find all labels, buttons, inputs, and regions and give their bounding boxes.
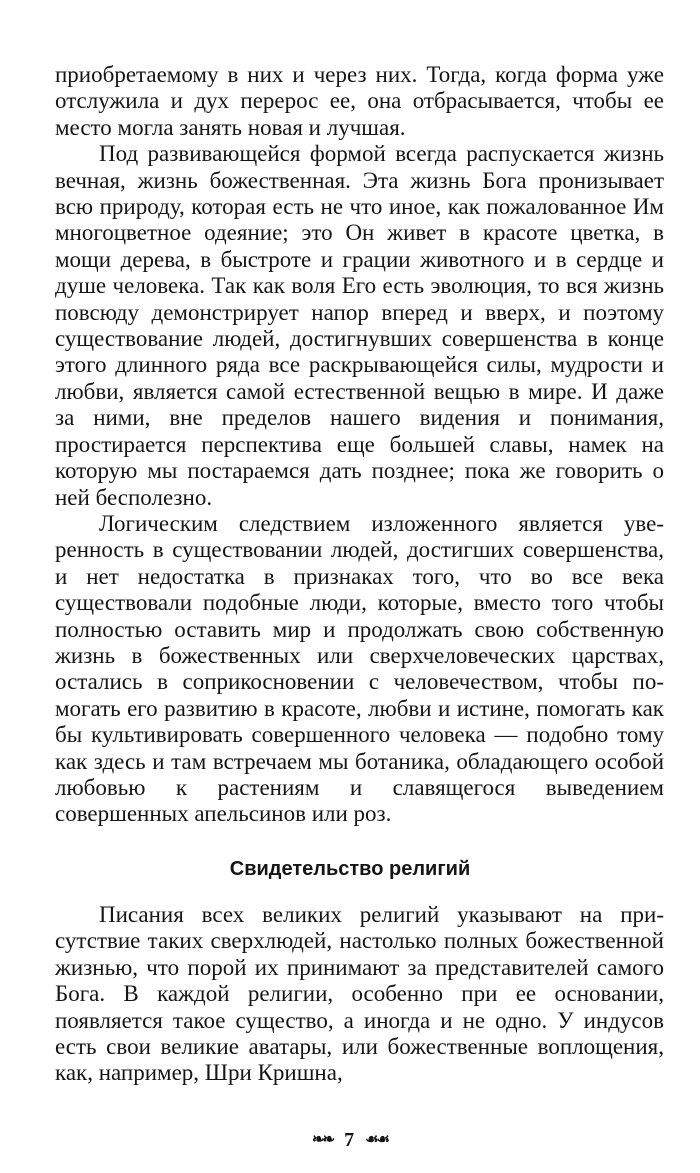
paragraph: приобретаемому в них и через них. Тогда, когда форма уже отслужила и дух перерос ее, она отбрасывается, чтобы ее место могла занять новая и лучшая. (55, 62, 664, 140)
paragraph: Писания всех великих религий указывают на присутствие таких сверхлюдей, настолько полных божественной жизнью, что порой их принимают за представителей самого Бога. В каждой религии, особенно при ее основании, появляется такое существо, а иногда и не одно. У индусов есть свои великие аватары, или божественные воплощения, как, например, Шри Кришна, (55, 902, 664, 1086)
text-block-top (55, 62, 664, 828)
ornament-left-icon: ❧❧ (311, 1132, 334, 1148)
section-heading: Свидетельство религий (229, 858, 471, 880)
page-footer (0, 1128, 700, 1152)
paragraph: Под развивающейся формой всегда распускается жизнь вечная, жизнь божественная. Эта жизнь Бога пронизывает всю природу, которая есть не что иное, как пожалованное Им многоцветное одеяние; это Он живет в красоте цветка, в мощи дерева, в быстроте и грации животного и в сердце и душе человека. Так как воля Его есть эволюция, то вся жизнь повсюду демонстрирует напор вперед и вверх, и поэтому существование людей, достигнувших совершенства в конце этого длинного ряда все раскрывающейся силы, мудрости и любви, является самой естественной вещью в мире. И даже за ними, вне пределов нашего видения и понимания, простирается перспектива еще большей славы, намек на которую мы постараемся дать позднее; пока же говорить о ней бесполезно. (55, 141, 664, 510)
text-block-bottom (55, 902, 664, 1087)
paragraph: Логическим следствием изложенного является уверенность в существовании людей, достигших совершенства, и нет недостатка в признаках того, что во все века существовали подобные люди, которые, вместо того чтобы полностью оставить мир и продолжать свою собственную жизнь в божественных или сверхчеловеческих царствах, остались в соприкосновении с человечеством, чтобы помогать его развитию в красоте, любви и истине, помогать как бы культивировать совершенного человека — подобно тому как здесь и там встречаем мы ботаника, обладающего особой любовью к растениям и славящегося выведением совершенных апельсинов или роз. (55, 510, 664, 827)
page-number: 7 (344, 1129, 355, 1151)
ornament-right-icon: ☙☙ (365, 1132, 389, 1148)
